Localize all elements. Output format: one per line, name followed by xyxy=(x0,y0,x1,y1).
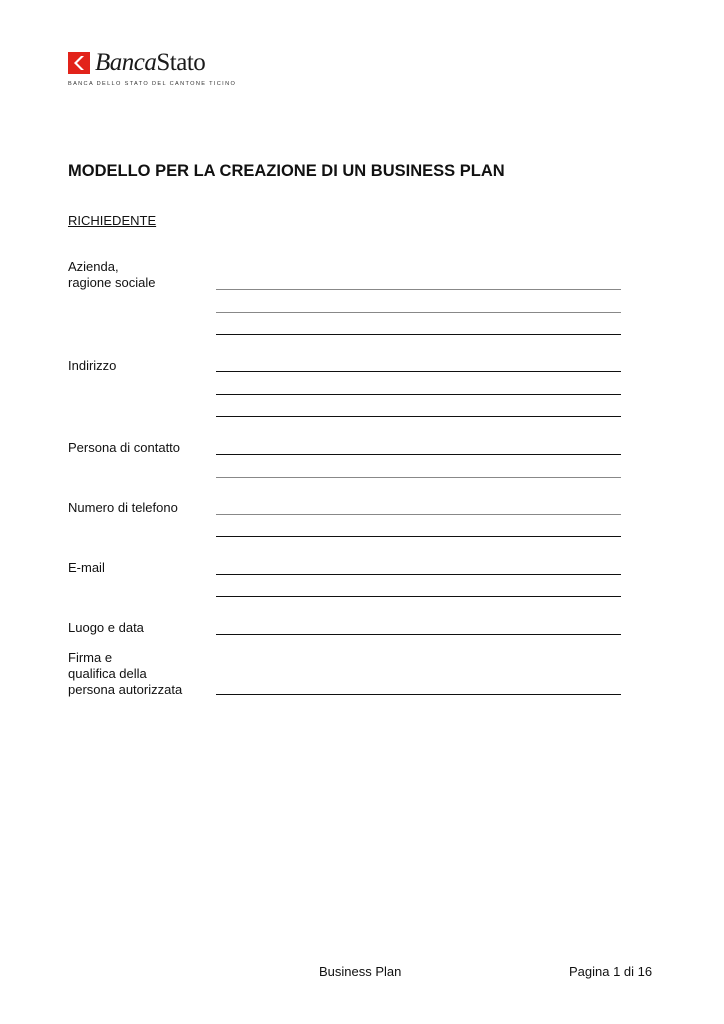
contact-input-line-1[interactable] xyxy=(216,454,621,455)
company-label-line1: Azienda, xyxy=(68,259,119,274)
bank-name-part1: Banca xyxy=(95,49,157,76)
contact-input-line-2[interactable] xyxy=(216,477,621,478)
bank-mark-icon xyxy=(68,52,90,74)
address-label: Indirizzo xyxy=(68,358,117,373)
place-date-label: Luogo e data xyxy=(68,620,144,635)
document-title: MODELLO PER LA CREAZIONE DI UN BUSINESS PLAN xyxy=(68,162,505,180)
email-label: E-mail xyxy=(68,560,105,575)
section-heading: RICHIEDENTE xyxy=(68,213,157,228)
phone-label: Numero di telefono xyxy=(68,500,178,515)
bank-tagline: BANCA DELLO STATO DEL CANTONE TICINO xyxy=(68,81,237,87)
place-date-input-line[interactable] xyxy=(216,634,621,635)
signature-label-line1: Firma e xyxy=(68,650,113,665)
phone-input-line-2[interactable] xyxy=(216,536,621,537)
email-input-line-1[interactable] xyxy=(216,574,621,575)
address-input-line-2[interactable] xyxy=(216,394,621,395)
email-input-line-2[interactable] xyxy=(216,596,621,597)
signature-label-line3: persona autorizzata xyxy=(68,682,183,697)
address-input-line-3[interactable] xyxy=(216,416,621,417)
bank-name-part2: Stato xyxy=(156,49,206,76)
signature-label-line2: qualifica della xyxy=(68,666,147,681)
company-input-line-3[interactable] xyxy=(216,334,621,335)
footer-title: Business Plan xyxy=(319,964,402,979)
footer-page-number: Pagina 1 di 16 xyxy=(569,964,653,979)
address-input-line-1[interactable] xyxy=(216,371,621,372)
phone-input-line-1[interactable] xyxy=(216,514,621,515)
company-input-line-2[interactable] xyxy=(216,312,621,313)
bank-logo xyxy=(68,50,238,90)
signature-input-line[interactable] xyxy=(216,694,621,695)
company-label-line2: ragione sociale xyxy=(68,275,156,290)
contact-label: Persona di contatto xyxy=(68,440,181,455)
company-input-line-1[interactable] xyxy=(216,289,621,290)
bank-name xyxy=(95,50,205,76)
